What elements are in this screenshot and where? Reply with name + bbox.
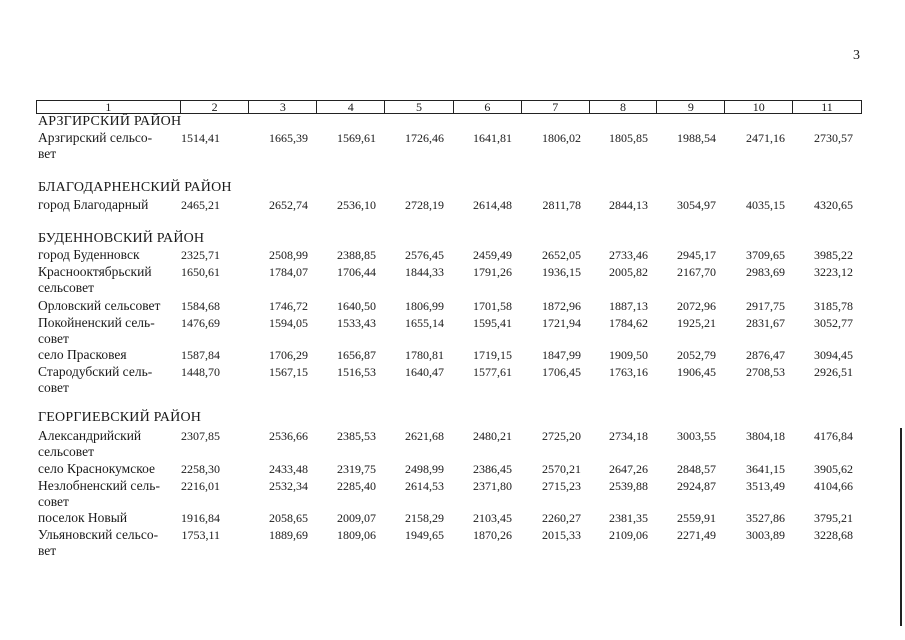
value-cell-col-11: 4320,65 <box>814 198 853 212</box>
value-cell-col-8: 2734,18 <box>609 429 648 443</box>
value-cell-col-7: 2725,20 <box>542 429 581 443</box>
value-cell-col-6: 1577,61 <box>473 365 512 379</box>
value-cell-col-3: 1594,05 <box>269 316 308 330</box>
value-cell-col-6: 1719,15 <box>473 348 512 362</box>
value-cell-col-3: 2536,66 <box>269 429 308 443</box>
value-cell-col-6: 1641,81 <box>473 131 512 145</box>
value-cell-col-2: 1587,84 <box>181 348 220 362</box>
value-cell-col-7: 2811,78 <box>542 198 581 212</box>
row-name: поселок Новый <box>38 510 128 525</box>
row-name: село Прасковея <box>38 347 127 362</box>
value-cell-col-11: 3223,12 <box>814 265 853 279</box>
value-cell-col-10: 2983,69 <box>746 265 785 279</box>
value-cell-col-8: 2109,06 <box>609 528 648 542</box>
value-cell-col-2: 2258,30 <box>181 462 220 476</box>
value-cell-col-6: 2371,80 <box>473 479 512 493</box>
value-cell-col-9: 2559,91 <box>677 511 716 525</box>
value-cell-col-6: 1701,58 <box>473 299 512 313</box>
value-cell-col-3: 2433,48 <box>269 462 308 476</box>
value-cell-col-10: 2831,67 <box>746 316 785 330</box>
value-cell-col-9: 3003,55 <box>677 429 716 443</box>
row-name: Краснооктябрьский сельсовет <box>38 264 152 295</box>
row-name: село Краснокумское <box>38 461 155 476</box>
value-cell-col-3: 2532,34 <box>269 479 308 493</box>
value-cell-col-3: 2058,65 <box>269 511 308 525</box>
value-cell-col-6: 1870,26 <box>473 528 512 542</box>
value-cell-col-6: 2103,45 <box>473 511 512 525</box>
value-cell-col-7: 1721,94 <box>542 316 581 330</box>
value-cell-col-2: 1753,11 <box>181 528 220 542</box>
column-header-10: 10 <box>724 101 792 113</box>
section-title: ГЕОРГИЕВСКИЙ РАЙОН <box>38 410 202 425</box>
value-cell-col-3: 1889,69 <box>269 528 308 542</box>
value-cell-col-11: 3795,21 <box>814 511 853 525</box>
value-cell-col-8: 1909,50 <box>609 348 648 362</box>
value-cell-col-10: 2471,16 <box>746 131 785 145</box>
value-cell-col-7: 2015,33 <box>542 528 581 542</box>
row-name: Незлобненский сель- совет <box>38 478 160 509</box>
value-cell-col-11: 3228,68 <box>814 528 853 542</box>
value-cell-col-2: 1476,69 <box>181 316 220 330</box>
value-cell-col-7: 2570,21 <box>542 462 581 476</box>
value-cell-col-2: 1584,68 <box>181 299 220 313</box>
row-name: Ульяновский сельсо- вет <box>38 527 159 558</box>
value-cell-col-10: 4035,15 <box>746 198 785 212</box>
value-cell-col-6: 2459,49 <box>473 248 512 262</box>
column-header-3: 3 <box>248 101 316 113</box>
value-cell-col-8: 2733,46 <box>609 248 648 262</box>
value-cell-col-4: 1516,53 <box>337 365 376 379</box>
value-cell-col-5: 2621,68 <box>405 429 444 443</box>
row-name: Арзгирский сельсо- вет <box>38 130 153 161</box>
value-cell-col-11: 3905,62 <box>814 462 853 476</box>
value-cell-col-9: 2848,57 <box>677 462 716 476</box>
value-cell-col-10: 2708,53 <box>746 365 785 379</box>
column-header-1: 1 <box>105 100 112 114</box>
value-cell-col-9: 2052,79 <box>677 348 716 362</box>
value-cell-col-5: 1780,81 <box>405 348 444 362</box>
value-cell-col-9: 2167,70 <box>677 265 716 279</box>
value-cell-col-4: 1656,87 <box>337 348 376 362</box>
value-cell-col-10: 2917,75 <box>746 299 785 313</box>
value-cell-col-7: 2260,27 <box>542 511 581 525</box>
value-cell-col-2: 2307,85 <box>181 429 220 443</box>
row-name: город Буденновск <box>38 247 140 262</box>
value-cell-col-8: 1805,85 <box>609 131 648 145</box>
value-cell-col-11: 2730,57 <box>814 131 853 145</box>
value-cell-col-8: 1887,13 <box>609 299 648 313</box>
value-cell-col-4: 2319,75 <box>337 462 376 476</box>
margin-line <box>900 428 902 626</box>
value-cell-col-3: 1567,15 <box>269 365 308 379</box>
value-cell-col-9: 1925,21 <box>677 316 716 330</box>
value-cell-col-6: 2480,21 <box>473 429 512 443</box>
value-cell-col-10: 3709,65 <box>746 248 785 262</box>
value-cell-col-9: 3054,97 <box>677 198 716 212</box>
value-cell-col-8: 2647,26 <box>609 462 648 476</box>
value-cell-col-5: 1949,65 <box>405 528 444 542</box>
value-cell-col-10: 3003,89 <box>746 528 785 542</box>
value-cell-col-7: 1847,99 <box>542 348 581 362</box>
value-cell-col-9: 2924,87 <box>677 479 716 493</box>
value-cell-col-7: 2652,05 <box>542 248 581 262</box>
value-cell-col-10: 3527,86 <box>746 511 785 525</box>
row-name: Стародубский сель- совет <box>38 364 153 395</box>
section-title: АРЗГИРСКИЙ РАЙОН <box>38 114 182 129</box>
column-header-8: 8 <box>589 101 657 113</box>
value-cell-col-9: 2271,49 <box>677 528 716 542</box>
value-cell-col-2: 2325,71 <box>181 248 220 262</box>
value-cell-col-9: 1906,45 <box>677 365 716 379</box>
value-cell-col-11: 3052,77 <box>814 316 853 330</box>
value-cell-col-8: 1763,16 <box>609 365 648 379</box>
value-cell-col-5: 1844,33 <box>405 265 444 279</box>
column-header-5: 5 <box>384 101 453 113</box>
value-cell-col-6: 1791,26 <box>473 265 512 279</box>
value-cell-col-8: 1784,62 <box>609 316 648 330</box>
column-header-2: 2 <box>180 101 249 113</box>
value-cell-col-5: 1655,14 <box>405 316 444 330</box>
section-title: БЛАГОДАРНЕНСКИЙ РАЙОН <box>38 180 232 195</box>
value-cell-col-8: 2381,35 <box>609 511 648 525</box>
value-cell-col-4: 1533,43 <box>337 316 376 330</box>
value-cell-col-5: 2614,53 <box>405 479 444 493</box>
value-cell-col-10: 3513,49 <box>746 479 785 493</box>
table-header-row <box>36 100 862 114</box>
value-cell-col-4: 2009,07 <box>337 511 376 525</box>
value-cell-col-7: 2715,23 <box>542 479 581 493</box>
value-cell-col-7: 1706,45 <box>542 365 581 379</box>
row-name: Покойненский сель- совет <box>38 315 155 346</box>
value-cell-col-3: 1665,39 <box>269 131 308 145</box>
value-cell-col-2: 2216,01 <box>181 479 220 493</box>
value-cell-col-4: 2285,40 <box>337 479 376 493</box>
column-header-7: 7 <box>521 101 589 113</box>
value-cell-col-5: 2498,99 <box>405 462 444 476</box>
value-cell-col-8: 2005,82 <box>609 265 648 279</box>
value-cell-col-4: 1706,44 <box>337 265 376 279</box>
value-cell-col-2: 1650,61 <box>181 265 220 279</box>
row-name: город Благодарный <box>38 197 149 212</box>
value-cell-col-5: 2158,29 <box>405 511 444 525</box>
value-cell-col-10: 3804,18 <box>746 429 785 443</box>
value-cell-col-2: 1514,41 <box>181 131 220 145</box>
value-cell-col-6: 2386,45 <box>473 462 512 476</box>
value-cell-col-5: 1806,99 <box>405 299 444 313</box>
column-header-11: 11 <box>792 101 861 113</box>
value-cell-col-4: 2388,85 <box>337 248 376 262</box>
value-cell-col-5: 1726,46 <box>405 131 444 145</box>
value-cell-col-5: 2576,45 <box>405 248 444 262</box>
value-cell-col-4: 1569,61 <box>337 131 376 145</box>
value-cell-col-3: 2652,74 <box>269 198 308 212</box>
value-cell-col-6: 2614,48 <box>473 198 512 212</box>
section-title: БУДЕННОВСКИЙ РАЙОН <box>38 231 205 246</box>
value-cell-col-11: 4104,66 <box>814 479 853 493</box>
value-cell-col-2: 2465,21 <box>181 198 220 212</box>
column-header-4: 4 <box>316 101 384 113</box>
value-cell-col-8: 2539,88 <box>609 479 648 493</box>
value-cell-col-3: 1706,29 <box>269 348 308 362</box>
value-cell-col-9: 2945,17 <box>677 248 716 262</box>
value-cell-col-10: 3641,15 <box>746 462 785 476</box>
value-cell-col-10: 2876,47 <box>746 348 785 362</box>
value-cell-col-4: 1809,06 <box>337 528 376 542</box>
value-cell-col-11: 3985,22 <box>814 248 853 262</box>
value-cell-col-2: 1916,84 <box>181 511 220 525</box>
value-cell-col-7: 1936,15 <box>542 265 581 279</box>
value-cell-col-3: 2508,99 <box>269 248 308 262</box>
value-cell-col-4: 2385,53 <box>337 429 376 443</box>
value-cell-col-7: 1872,96 <box>542 299 581 313</box>
value-cell-col-11: 2926,51 <box>814 365 853 379</box>
value-cell-col-5: 2728,19 <box>405 198 444 212</box>
column-header-6: 6 <box>453 101 521 113</box>
value-cell-col-9: 2072,96 <box>677 299 716 313</box>
row-name: Александрийский сельсовет <box>38 428 142 459</box>
value-cell-col-8: 2844,13 <box>609 198 648 212</box>
page-number: 3 <box>853 48 860 63</box>
value-cell-col-6: 1595,41 <box>473 316 512 330</box>
value-cell-col-5: 1640,47 <box>405 365 444 379</box>
value-cell-col-9: 1988,54 <box>677 131 716 145</box>
value-cell-col-2: 1448,70 <box>181 365 220 379</box>
row-name: Орловский сельсовет <box>38 298 161 313</box>
value-cell-col-11: 3094,45 <box>814 348 853 362</box>
value-cell-col-7: 1806,02 <box>542 131 581 145</box>
value-cell-col-4: 2536,10 <box>337 198 376 212</box>
column-header-9: 9 <box>656 101 724 113</box>
value-cell-col-3: 1746,72 <box>269 299 308 313</box>
value-cell-col-4: 1640,50 <box>337 299 376 313</box>
value-cell-col-11: 4176,84 <box>814 429 853 443</box>
value-cell-col-3: 1784,07 <box>269 265 308 279</box>
value-cell-col-11: 3185,78 <box>814 299 853 313</box>
